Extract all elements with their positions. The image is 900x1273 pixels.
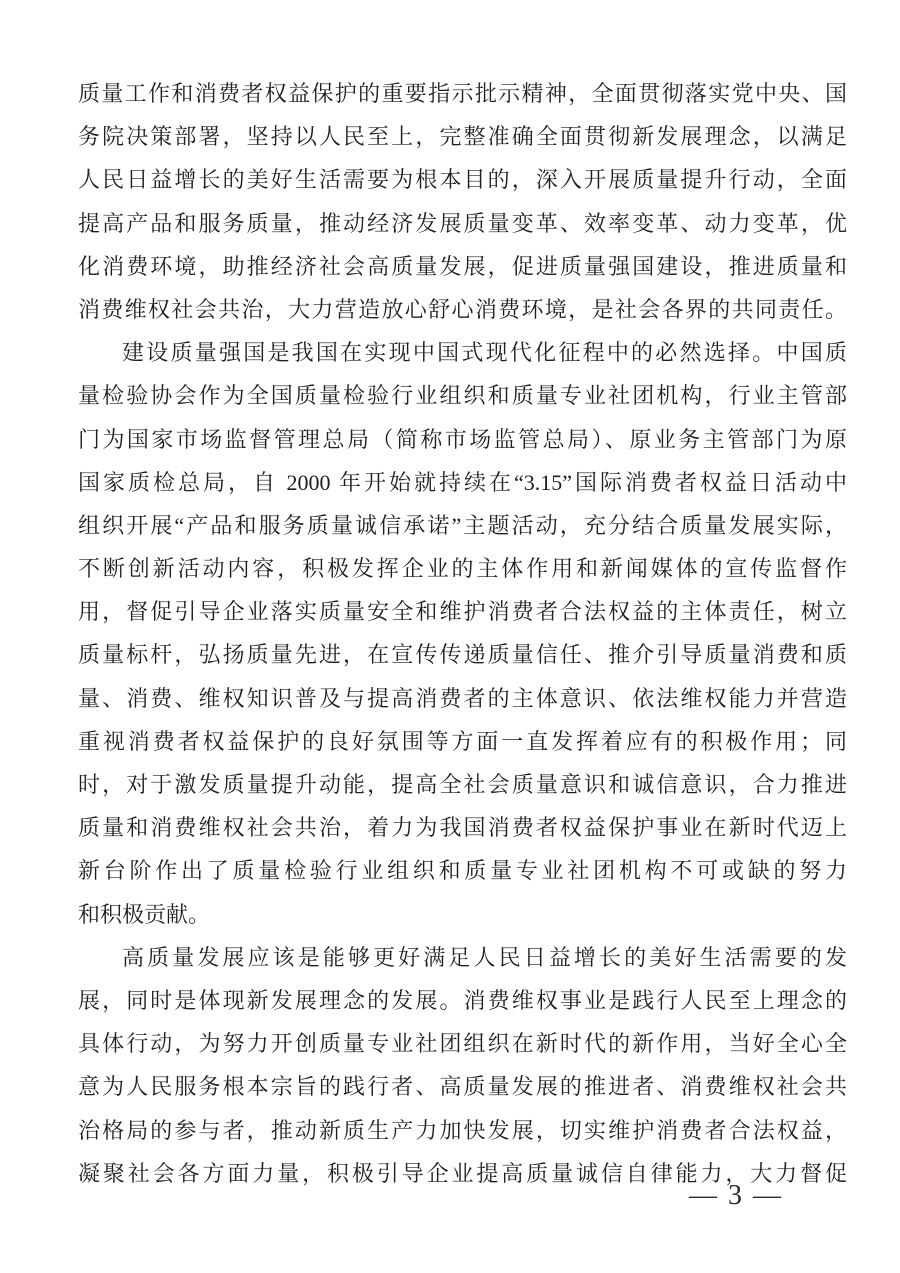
text-line: 人民日益增长的美好生活需要为根本目的，深入开展质量提升行动，全面 [78,167,847,193]
text-line: 质量工作和消费者权益保护的重要指示批示精神，全面贯彻落实党中央、国 [78,81,847,106]
text-line: 用，督促引导企业落实质量安全和维护消费者合法权益的主体责任，树立 [78,599,847,625]
text-line: 高质量发展应该是能够更好满足人民日益增长的美好生活需要的发 [122,944,847,970]
text-line: 重视消费者权益保护的良好氛围等方面一直发挥着应有的积极作用；同 [78,728,847,754]
text-line: 质量标杆，弘扬质量先进，在宣传传递质量信任、推介引导质量消费和质 [78,642,847,668]
text-line: 时，对于激发质量提升动能，提高全社会质量意识和诚信意识，合力推进 [78,772,847,797]
text-line: 和积极贡献。 [78,901,211,927]
text-line: 消费维权社会共治，大力营造放心舒心消费环境，是社会各界的共同责任。 [78,296,847,322]
text-line: 门为国家市场监督管理总局（简称市场监管总局）、原业务主管部门为原 [78,426,847,452]
text-line: 建设质量强国是我国在实现中国式现代化征程中的必然选择。中国质 [122,340,847,366]
text-line: 量、消费、维权知识普及与提高消费者的主体意识、依法维权能力并营造 [78,685,847,711]
text-line: 国家质检总局，自 2000 年开始就持续在“3.15”国际消费者权益日活动中 [78,469,847,495]
text-line: 治格局的参与者，推动新质生产力加快发展，切实维护消费者合法权益， [78,1117,847,1143]
text-line: 量检验协会作为全国质量检验行业组织和质量专业社团机构，行业主管部 [78,383,847,409]
text-line: 质量和消费维权社会共治，着力为我国消费者权益保护事业在新时代迈上 [78,815,847,841]
document-body [78,72,847,1195]
text-line: 化消费环境，助推经济社会高质量发展，促进质量强国建设，推进质量和 [78,253,847,279]
text-line: 不断创新活动内容，积极发挥企业的主体作用和新闻媒体的宣传监督作 [78,556,847,582]
text-line: 务院决策部署，坚持以人民至上，完整准确全面贯彻新发展理念，以满足 [78,124,847,150]
text-line: 意为人民服务根本宗旨的践行者、高质量发展的推进者、消费维权社会共 [78,1074,847,1100]
text-line: 凝聚社会各方面力量，积极引导企业提高质量诚信自律能力，大力督促 [78,1160,847,1186]
text-line: 具体行动，为努力开创质量专业社团组织在新时代的新作用，当好全心全 [78,1031,847,1057]
text-line: 新台阶作出了质量检验行业组织和质量专业社团机构不可或缺的努力 [78,858,847,884]
page-number: — 3 — [689,1180,783,1211]
text-line: 组织开展“产品和服务质量诚信承诺”主题活动，充分结合质量发展实际， [78,512,847,538]
text-line: 提高产品和服务质量，推动经济发展质量变革、效率变革、动力变革，优 [78,210,847,236]
text-line: 展，同时是体现新发展理念的发展。消费维权事业是践行人民至上理念的 [78,987,847,1013]
